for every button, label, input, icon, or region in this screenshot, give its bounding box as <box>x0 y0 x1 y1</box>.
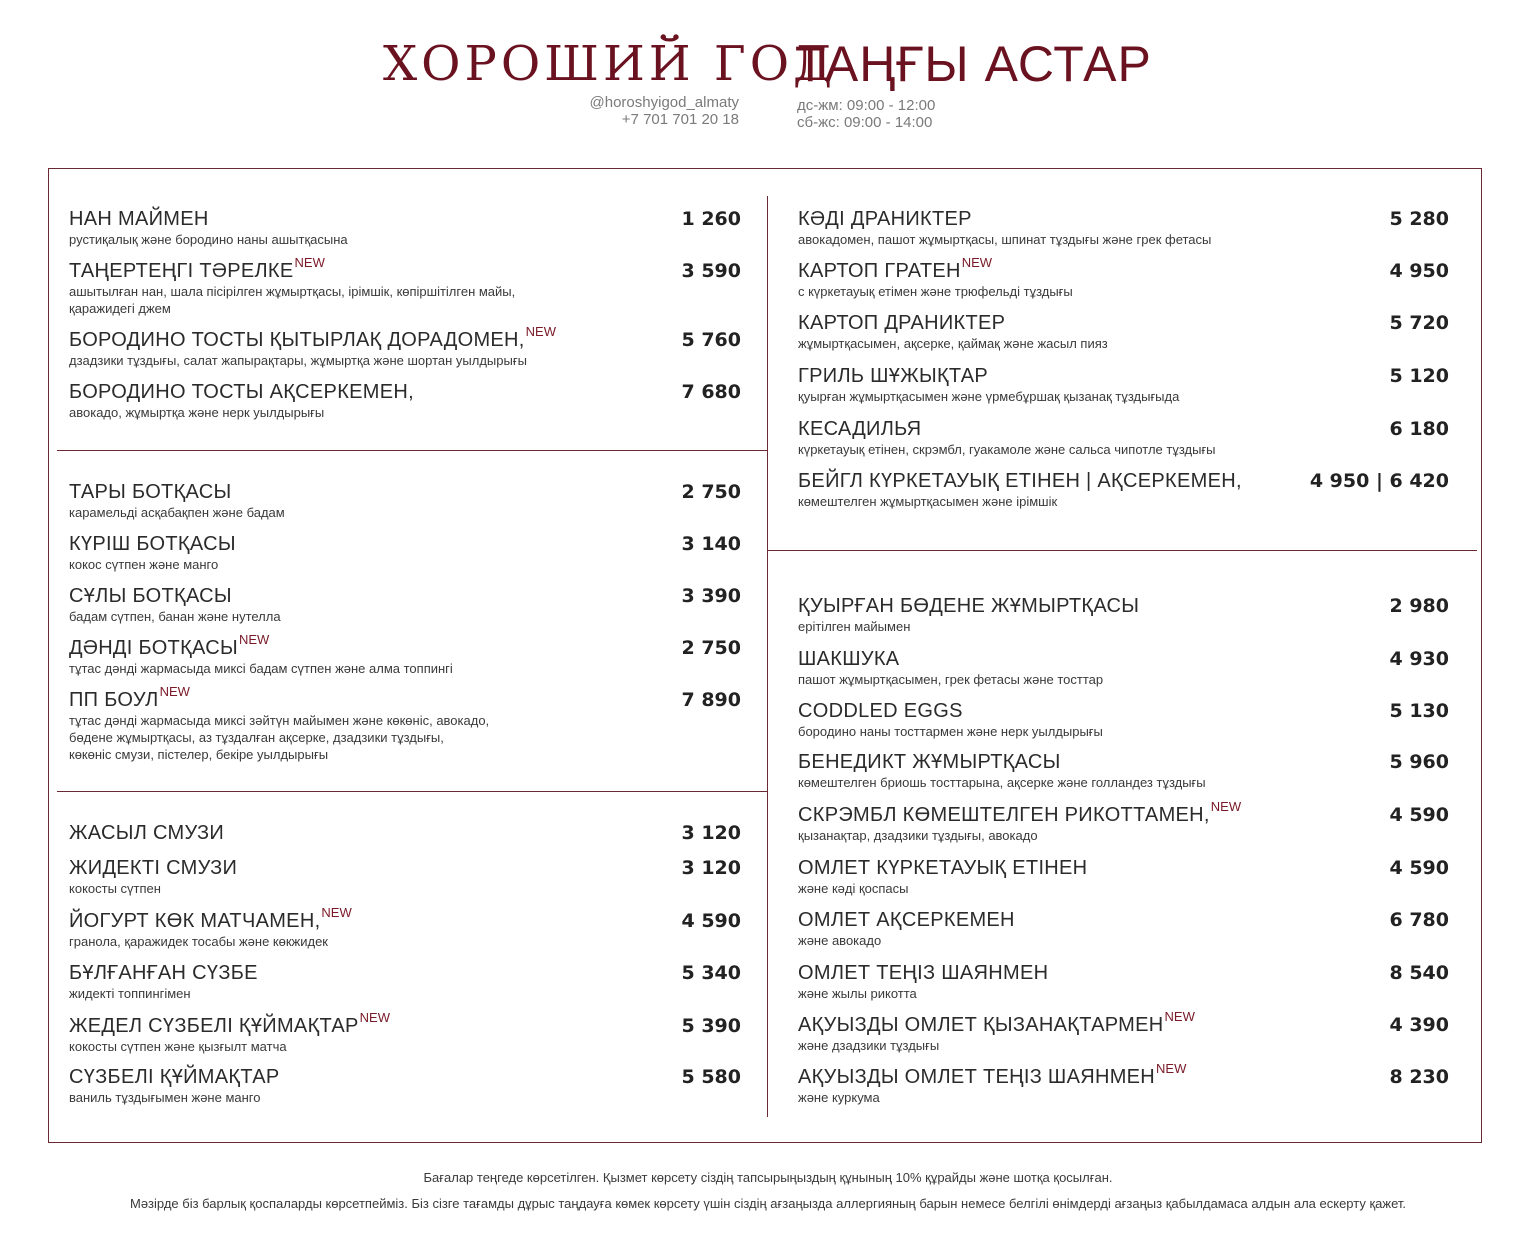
menu-item-description: карамельді асқабақпен және бадам <box>69 505 285 520</box>
menu-item-description: бородино наны тосттармен және нерк уылдырығы <box>798 724 1103 739</box>
menu-item <box>798 857 1449 907</box>
menu-item <box>69 857 741 907</box>
menu-item-description: және дзадзики тұздығы <box>798 1038 940 1053</box>
menu-item-name <box>798 365 988 387</box>
menu-item-title: ТАҢЕРТЕҢГІ ТӘРЕЛКЕ <box>69 260 294 282</box>
menu-item-title: ТАРЫ БОТҚАСЫ <box>69 481 232 503</box>
menu-item <box>798 208 1449 258</box>
menu-item-price: 6 180 <box>1389 418 1449 440</box>
menu-item-name <box>69 1010 390 1039</box>
instagram-handle: @horoshyigod_almaty <box>589 94 739 111</box>
menu-item <box>69 381 741 431</box>
menu-item-name <box>798 418 921 440</box>
menu-item-title: ОМЛЕТ КҮРКЕТАУЫҚ ЕТІНЕН <box>798 857 1088 879</box>
menu-item <box>798 1009 1449 1064</box>
menu-item-description: және жылы рикотта <box>798 986 917 1001</box>
footer-note-prices: Бағалар теңгеде көрсетілген. Қызмет көрсету сіздің тапсырыңыздың құнының 10% құрайды және шотқа қосылған. <box>423 1170 1113 1185</box>
menu-item-name <box>798 909 1015 931</box>
menu-item <box>69 684 741 762</box>
menu-item-title: АҚУЫЗДЫ ОМЛЕТ ҚЫЗАНАҚТАРМЕН <box>798 1014 1164 1036</box>
menu-item-name <box>798 208 972 230</box>
menu-item-description: гранола, қаражидек тосабы және көкжидек <box>69 934 328 949</box>
new-badge: NEW <box>525 324 557 339</box>
menu-item-price: 2 980 <box>1389 595 1449 617</box>
menu-item-description: пашот жұмыртқасымен, грек фетасы және тосттар <box>798 672 1104 687</box>
menu-item-title: БОРОДИНО ТОСТЫ АҚСЕРКЕМЕН, <box>69 381 414 403</box>
section-divider-right-1 <box>768 550 1477 551</box>
menu-item-description: тұтас дәнді жармасыда миксі зәйтүн майымен және көкөніс, авокадо, <box>69 713 490 728</box>
menu-item-price: 3 140 <box>681 533 741 555</box>
menu-item-description: ваниль тұздығымен және манго <box>69 1090 261 1105</box>
menu-item-name <box>798 312 1005 334</box>
menu-item-price: 4 390 <box>1389 1014 1449 1036</box>
menu-item-name <box>798 700 963 722</box>
brand-logo: ХОРОШИЙ ГОД <box>383 36 837 92</box>
menu-item <box>69 255 741 316</box>
menu-item-title: ПП БОУЛ <box>69 689 159 711</box>
menu-item-title: БЕЙГЛ КҮРКЕТАУЫҚ ЕТІНЕН | АҚСЕРКЕМЕН, <box>798 470 1242 492</box>
menu-item-name <box>798 857 1087 879</box>
menu-item-price: 5 960 <box>1389 751 1449 773</box>
menu-item-price: 3 590 <box>681 260 741 282</box>
menu-item-title: БҰЛҒАНҒАН СҮЗБЕ <box>69 962 258 984</box>
menu-item-description: қаражидегі джем <box>69 301 171 316</box>
menu-item-description: қуырған жұмыртқасымен және үрмебұршақ қызанақ тұздығыда <box>798 389 1180 404</box>
menu-item-description: авокадомен, пашот жұмыртқасы, шпинат тұздығы және грек фетасы <box>798 232 1212 247</box>
menu-item-name <box>69 962 258 984</box>
menu-item-price: 8 230 <box>1389 1066 1449 1088</box>
menu-item-description: кокос сүтпен және манго <box>69 557 219 572</box>
menu-item-price: 3 120 <box>681 857 741 879</box>
menu-item-title: АҚУЫЗДЫ ОМЛЕТ ТЕҢІЗ ШАЯНМЕН <box>798 1066 1156 1088</box>
menu-item-title: ДӘНДІ БОТҚАСЫ <box>69 637 238 659</box>
menu-item-description: авокадо, жұмыртқа және нерк уылдырығы <box>69 405 325 420</box>
menu-item-name <box>69 822 224 844</box>
menu-item-title: ШАКШУКА <box>798 648 900 670</box>
menu-item-description: кокосты сүтпен <box>69 881 161 896</box>
menu-item-price: 5 120 <box>1389 365 1449 387</box>
menu-item-description: көмештелген жұмыртқасымен және ірімшік <box>798 494 1058 509</box>
menu-item-price: 4 590 <box>1389 804 1449 826</box>
menu-item-name <box>69 208 209 230</box>
menu-item-title: ЖИДЕКТІ СМУЗИ <box>69 857 238 879</box>
new-badge: NEW <box>1156 1061 1187 1076</box>
menu-item <box>69 1010 741 1065</box>
menu-item-title: ЙОГУРТ КӨК МАТЧАМЕН, <box>69 910 321 932</box>
menu-item-price: 5 130 <box>1389 700 1449 722</box>
menu-item-title: КЕСАДИЛЬЯ <box>798 418 922 440</box>
menu-item-price: 6 780 <box>1389 909 1449 931</box>
menu-item-price: 2 750 <box>681 637 741 659</box>
contact-block <box>590 94 739 128</box>
menu-item-price: 4 590 <box>681 910 741 932</box>
menu-item <box>69 632 741 687</box>
menu-item-title: СҮЗБЕЛІ ҚҰЙМАҚТАР <box>69 1066 280 1088</box>
menu-item-description: және куркума <box>798 1090 880 1105</box>
menu-item-name <box>798 255 993 284</box>
menu-item-price: 4 590 <box>1389 857 1449 879</box>
menu-item <box>798 648 1449 698</box>
menu-item <box>69 324 741 379</box>
menu-item-description: ерітілген майымен <box>798 619 911 634</box>
menu-item-title: КӘДІ ДРАНИКТЕР <box>798 208 972 230</box>
new-badge: NEW <box>1164 1009 1195 1024</box>
menu-item-description: тұтас дәнді жармасыда миксі бадам сүтпен және алма топпингі <box>69 661 453 676</box>
menu-item-price: 3 390 <box>681 585 741 607</box>
menu-item-description: жұмыртқасымен, ақсерке, қаймақ және жасыл пияз <box>798 336 1108 351</box>
menu-item-description: дзадзики тұздығы, салат жапырақтары, жұмыртқа және шортан уылдырығы <box>69 353 527 368</box>
menu-item-price: 4 930 <box>1389 648 1449 670</box>
menu-item-name <box>798 470 1242 492</box>
hours-weekend: сб-жс: 09:00 - 14:00 <box>797 114 933 131</box>
menu-item-title: СҰЛЫ БОТҚАСЫ <box>69 585 232 607</box>
menu-item-title: СКРЭМБЛ КӨМЕШТЕЛГЕН РИКОТТАМЕН, <box>798 804 1210 826</box>
menu-item-name <box>69 481 231 503</box>
menu-item-description: рустиқалық және бородино наны ашытқасына <box>69 232 348 247</box>
new-badge: NEW <box>359 1010 390 1025</box>
menu-item-title: CODDLED EGGS <box>798 700 963 722</box>
menu-item <box>798 751 1449 801</box>
hours-weekday: дс-жм: 09:00 - 12:00 <box>797 97 936 114</box>
menu-item-description: қызанақтар, дзадзики тұздығы, авокадо <box>798 828 1038 843</box>
phone-number: +7 701 701 20 18 <box>621 111 739 128</box>
menu-item-price: 7 890 <box>681 689 741 711</box>
menu-item-name <box>798 1009 1195 1038</box>
menu-item-name <box>69 381 414 403</box>
menu-item <box>798 418 1449 468</box>
menu-item-name <box>69 632 270 661</box>
menu-item-price: 5 720 <box>1389 312 1449 334</box>
menu-item-title: БЕНЕДИКТ ЖҰМЫРТҚАСЫ <box>798 751 1061 773</box>
menu-item-price: 8 540 <box>1389 962 1449 984</box>
menu-item-price: 7 680 <box>681 381 741 403</box>
menu-item-description: жидекті топпингімен <box>69 986 191 1001</box>
menu-item-title: ҚУЫРҒАН БӨДЕНЕ ЖҰМЫРТҚАСЫ <box>798 595 1140 617</box>
menu-item-name <box>798 962 1048 984</box>
menu-item-price: 5 580 <box>681 1066 741 1088</box>
menu-item <box>798 962 1449 1012</box>
menu-item-name <box>798 595 1139 617</box>
new-badge: NEW <box>238 632 270 647</box>
menu-item-title: КАРТОП ДРАНИКТЕР <box>798 312 1006 334</box>
menu-item-name <box>69 684 190 713</box>
menu-item-name <box>69 255 325 284</box>
menu-item <box>69 533 741 583</box>
menu-item-title: НАН МАЙМЕН <box>69 208 209 230</box>
menu-item-price: 3 120 <box>681 822 741 844</box>
new-badge: NEW <box>961 255 993 270</box>
menu-item-price: 4 950 <box>1389 260 1449 282</box>
menu-item-name <box>798 648 899 670</box>
menu-item-price: 4 950 | 6 420 <box>1309 470 1449 492</box>
menu-item-name <box>69 905 352 934</box>
menu-item-title: КҮРІШ БОТҚАСЫ <box>69 533 236 555</box>
menu-item-price: 5 390 <box>681 1015 741 1037</box>
menu-item-description: және авокадо <box>798 933 882 948</box>
menu-item-title: ОМЛЕТ ТЕҢІЗ ШАЯНМЕН <box>798 962 1049 984</box>
menu-item-title: ГРИЛЬ ШҰЖЫҚТАР <box>798 365 989 387</box>
menu-item-name <box>69 585 232 607</box>
menu-item-price: 1 260 <box>681 208 741 230</box>
menu-item-name <box>69 324 557 353</box>
menu-item-title: ЖАСЫЛ СМУЗИ <box>69 822 225 844</box>
menu-title: ТАҢҒЫ АСТАР <box>795 36 1152 92</box>
menu-item-title: ОМЛЕТ АҚСЕРКЕМЕН <box>798 909 1015 931</box>
menu-item <box>798 595 1449 645</box>
menu-item-name <box>69 857 237 879</box>
section-divider-left-2 <box>57 791 767 792</box>
opening-hours <box>797 97 935 131</box>
menu-item <box>798 365 1449 415</box>
menu-item-description: с күркетауық етімен және трюфельді тұздығы <box>798 284 1073 299</box>
new-badge: NEW <box>159 684 190 699</box>
new-badge: NEW <box>294 255 325 270</box>
menu-item-name <box>69 533 236 555</box>
menu-item <box>69 208 741 258</box>
menu-item-description: және кәді қоспасы <box>798 881 909 896</box>
menu-item <box>69 962 741 1012</box>
menu-item-description: көкөніс смузи, пістелер, бекіре уылдырығы <box>69 747 329 762</box>
menu-item-title: КАРТОП ГРАТЕН <box>798 260 961 282</box>
menu-item <box>798 909 1449 959</box>
menu-item-title: ЖЕДЕЛ СҮЗБЕЛІ ҚҰЙМАҚТАР <box>69 1015 359 1037</box>
menu-item <box>798 799 1449 854</box>
menu-item-name <box>798 751 1061 773</box>
footer-note-allergens: Мәзірде біз барлық қоспаларды көрсетпейміз. Біз сізге тағамды дұрыс таңдауға көмек көрсету үшін сіздің ағзаңызда аллергияның барын немесе белгілі өнімдерді ағзаңыз қабылдамаса алдын ала ескерту қажет. <box>129 1196 1406 1211</box>
menu-item-name <box>69 1066 279 1088</box>
menu-item <box>69 905 741 960</box>
menu-item-description: бөдене жұмыртқасы, аз тұздалған ақсерке, дзадзики тұздығы, <box>69 730 444 745</box>
menu-item <box>69 481 741 531</box>
menu-item-price: 5 280 <box>1389 208 1449 230</box>
menu-item <box>798 470 1449 520</box>
menu-item-description: бадам сүтпен, банан және нутелла <box>69 609 281 624</box>
menu-item-description: күркетауық етінен, скрэмбл, гуакамоле және сальса чипотле тұздығы <box>798 442 1216 457</box>
menu-item-price: 5 760 <box>681 329 741 351</box>
menu-item <box>798 255 1449 310</box>
menu-item <box>69 1066 741 1116</box>
menu-item-name <box>798 1061 1187 1090</box>
menu-item-description: көмештелген бриошь тосттарына, ақсерке және голландез тұздығы <box>798 775 1206 790</box>
menu-item <box>798 312 1449 362</box>
menu-item-price: 2 750 <box>681 481 741 503</box>
menu-item <box>69 585 741 635</box>
menu-item-price: 5 340 <box>681 962 741 984</box>
new-badge: NEW <box>321 905 352 920</box>
menu-item <box>798 700 1449 750</box>
menu-item-description: кокосты сүтпен және қызғылт матча <box>69 1039 287 1054</box>
menu-item-name <box>798 799 1242 828</box>
menu-item <box>798 1061 1449 1116</box>
section-divider-left-1 <box>57 450 767 451</box>
new-badge: NEW <box>1210 799 1242 814</box>
menu-item-title: БОРОДИНО ТОСТЫ ҚЫТЫРЛАҚ ДОРАДОМЕН, <box>69 329 525 351</box>
menu-item-description: ашытылған нан, шала пісірілген жұмыртқасы, ірімшік, көпіршітілген майы, <box>69 284 516 299</box>
column-divider <box>767 196 768 1117</box>
